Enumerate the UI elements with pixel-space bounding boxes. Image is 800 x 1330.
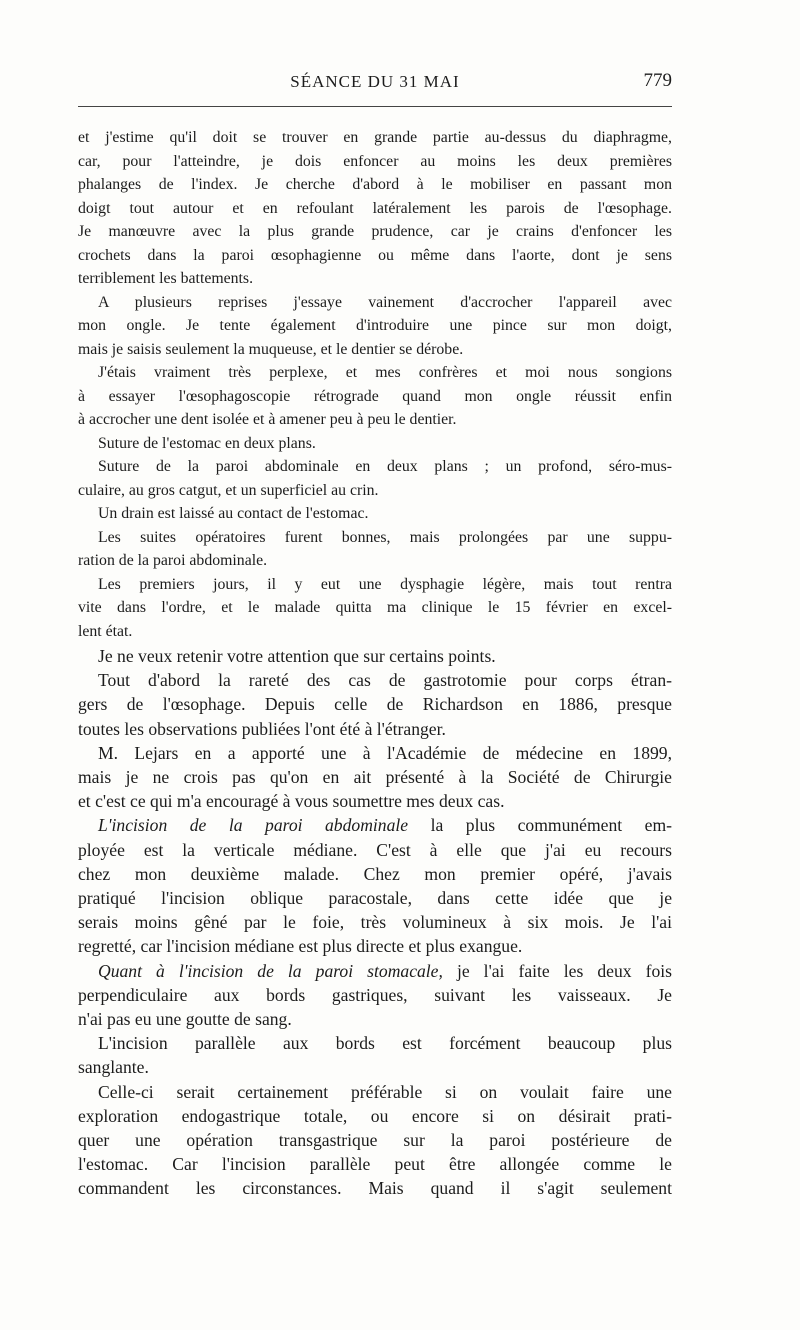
paragraph bbox=[78, 526, 672, 573]
text-line: chez mon deuxième malade. Chez mon premier opéré, j'avais bbox=[78, 863, 672, 884]
text-line: sanglante. bbox=[78, 1057, 149, 1078]
text-line: Suture de la paroi abdominale en deux plans ; un profond, séro-mus- bbox=[98, 458, 672, 475]
text-line: vite dans l'ordre, et le malade quitta ma clinique le 15 février en excel- bbox=[78, 599, 672, 616]
text-line: serais moins gêné par le foie, très volumineux à six mois. Je l'ai bbox=[78, 912, 672, 933]
text-line: pratiqué l'incision oblique paracostale, dans cette idée que je bbox=[78, 888, 672, 909]
discussion-text bbox=[78, 644, 672, 1201]
running-title: SÉANCE DU 31 MAI bbox=[290, 72, 460, 91]
text-line: n'ai pas eu une goutte de sang. bbox=[78, 1009, 292, 1030]
text-line: à accrocher une dent isolée et à amener peu à peu le dentier. bbox=[78, 411, 457, 428]
paragraph bbox=[78, 455, 672, 502]
text-line: mais je saisis seulement la muqueuse, et le dentier se dérobe. bbox=[78, 340, 464, 358]
paragraph bbox=[78, 741, 672, 814]
running-head bbox=[78, 72, 672, 96]
text-line: exploration endogastrique totale, ou encore si on désirait prati- bbox=[78, 1105, 672, 1126]
text-line: perpendiculaire aux bords gastriques, suivant les vaisseaux. Je bbox=[78, 984, 672, 1005]
text-line: doigt tout autour et en refoulant latéralement les parois de l'œsophage. bbox=[78, 199, 672, 217]
text-line: lent état. bbox=[78, 622, 133, 640]
text-line: Les premiers jours, il y eut une dysphagie légère, mais tout rentra bbox=[98, 575, 672, 593]
text-line: J'étais vraiment très perplexe, et mes confrères et moi nous songions bbox=[98, 364, 672, 381]
italic-lead: L'incision de la paroi abdominale bbox=[98, 815, 409, 836]
text-line: car, pour l'atteindre, je dois enfoncer au moins les deux premières bbox=[78, 152, 672, 170]
text-run: je l'ai faite les deux fois bbox=[442, 960, 672, 981]
text-line: Je manœuvre avec la plus grande prudence, car je crains d'enfoncer les bbox=[78, 223, 672, 240]
text-line: M. Lejars en a apporté une à l'Académie de médecine en 1899, bbox=[98, 742, 672, 763]
text-line: gers de l'œsophage. Depuis celle de Richardson en 1886, presque bbox=[78, 694, 672, 715]
text-line: phalanges de l'index. Je cherche d'abord à le mobiliser en passant mon bbox=[78, 176, 672, 193]
text-run: la plus communément em- bbox=[408, 815, 672, 836]
text-line: regretté, car l'incision médiane est plus directe et plus exangue. bbox=[78, 936, 523, 957]
paragraph bbox=[78, 644, 672, 668]
paragraph bbox=[78, 502, 672, 526]
text-line: mon ongle. Je tente également d'introduire une pince sur mon doigt, bbox=[78, 317, 672, 334]
text-line bbox=[78, 813, 672, 837]
paragraph bbox=[78, 361, 672, 432]
paragraph bbox=[78, 813, 672, 958]
paragraph bbox=[78, 959, 672, 1032]
text-line: A plusieurs reprises j'essaye vainement d'accrocher l'appareil avec bbox=[98, 293, 672, 311]
text-line: ployée est la verticale médiane. C'est à elle que j'ai eu recours bbox=[78, 839, 672, 860]
paragraph bbox=[78, 573, 672, 644]
paragraph bbox=[78, 668, 672, 741]
text-line: terriblement les battements. bbox=[78, 270, 254, 287]
text-line: Suture de l'estomac en deux plans. bbox=[98, 434, 316, 452]
paragraph bbox=[78, 126, 672, 291]
text-line: L'incision parallèle aux bords est forcément beaucoup plus bbox=[98, 1033, 672, 1054]
text-line: Les suites opératoires furent bonnes, mais prolongées par une suppu- bbox=[98, 528, 672, 546]
paragraph bbox=[78, 1031, 672, 1079]
paragraph bbox=[78, 291, 672, 362]
page-number: 779 bbox=[643, 70, 672, 91]
paragraph bbox=[78, 1080, 672, 1201]
text-line: quer une opération transgastrique sur la paroi postérieure de bbox=[78, 1130, 672, 1151]
observation-text bbox=[78, 126, 672, 643]
text-line: et c'est ce qui m'a encouragé à vous soumettre mes deux cas. bbox=[78, 791, 505, 812]
text-line: culaire, au gros catgut, et un superficiel au crin. bbox=[78, 481, 379, 499]
text-line: Tout d'abord la rareté des cas de gastrotomie pour corps étran- bbox=[98, 670, 672, 691]
text-line: Celle-ci serait certainement préférable si on voulait faire une bbox=[98, 1081, 672, 1102]
text-line: et j'estime qu'il doit se trouver en grande partie au-dessus du diaphragme, bbox=[78, 129, 672, 146]
text-line: l'estomac. Car l'incision parallèle peut être allongée comme le bbox=[78, 1154, 672, 1175]
text-line: Je ne veux retenir votre attention que sur certains points. bbox=[98, 646, 496, 666]
text-line: mais je ne crois pas qu'on en ait présenté à la Société de Chirurgie bbox=[78, 767, 672, 788]
paragraph bbox=[78, 432, 672, 456]
text-line: à essayer l'œsophagoscopie rétrograde quand mon ongle réussit enfin bbox=[78, 387, 672, 405]
text-line: toutes les observations publiées l'ont été à l'étranger. bbox=[78, 718, 446, 739]
header-rule bbox=[78, 106, 672, 107]
text-line bbox=[78, 959, 672, 983]
text-line: ration de la paroi abdominale. bbox=[78, 552, 268, 569]
text-line: commandent les circonstances. Mais quand il s'agit seulement bbox=[78, 1178, 672, 1199]
text-line: Un drain est laissé au contact de l'estomac. bbox=[98, 505, 369, 522]
text-line: crochets dans la paroi œsophagienne ou même dans l'aorte, dont je sens bbox=[78, 246, 672, 264]
italic-lead: Quant à l'incision de la paroi stomacale, bbox=[98, 960, 443, 981]
